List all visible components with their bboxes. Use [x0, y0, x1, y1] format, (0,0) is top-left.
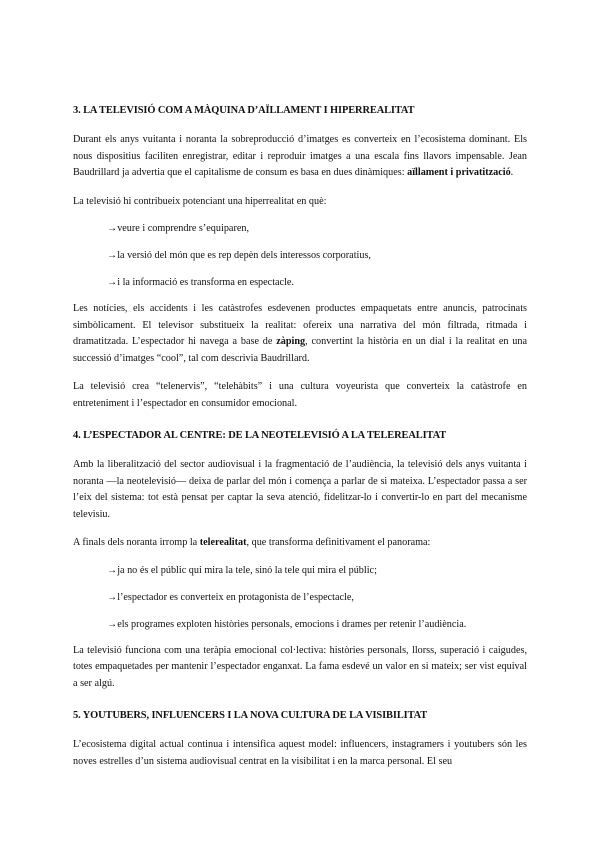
section-3-paragraph-4: La televisió crea “telenervis”, “telehàbits” i una cultura voyeurista que converteix la catàstrofe en entreteniment i l’espectador en consumidor emocional. — [73, 381, 527, 409]
list-item: →l’espectador es converteix en protagonista de l’espectacle, — [107, 591, 354, 603]
section-3-paragraph-2: La televisió hi contribueix potenciant una hiperrealitat en què: — [73, 195, 327, 207]
list-item: →la versió del món que es rep depèn dels interessos corporatius, — [107, 250, 371, 261]
list-item: →ja no és el públic qui mira la tele, sinó la tele qui mira el públic; — [107, 564, 377, 576]
section-4-p2-emphasis: telerealitat — [199, 537, 247, 548]
section-3-paragraph-1 — [73, 132, 527, 182]
section-4-paragraph-2: A finals dels noranta irromp la telerealitat, que transforma definitivament el panorama: — [73, 537, 431, 548]
list-item: →i la informació es transforma en espectacle. — [107, 277, 294, 288]
section-5-heading: 5. YOUTUBERS, INFLUENCERS I LA NOVA CULTURA DE LA VISIBILITAT — [73, 710, 428, 721]
section-3-p1-text: Durant els anys vuitanta i noranta la sobreproducció d’imatges es converteix en l’ecosistema dominant. Els nous dispositius faciliten enregistrar, editar i reproduir imatges a una escala fins llavors impensable. Jean Baudrillard ja advertia que el capitalisme de consum es basa en dues dinàmiques: — [73, 134, 527, 178]
arrow-icon: → — [107, 250, 118, 261]
list-item: →els programes exploten històries personals, emocions i drames per retenir l’audiència. — [107, 618, 467, 630]
section-4-paragraph-3: La televisió funciona com una teràpia emocional col·lectiva: històries personals, llorss, superació i caigudes, totes empaquetades per mantenir l’espectador enganxat. La fama esdevé un valor en si mateix; ser vist equival a ser algú. — [73, 644, 527, 689]
arrow-icon: → — [107, 618, 118, 630]
section-3-p3-emphasis: zàping — [276, 336, 306, 347]
section-4-paragraph-1: Amb la liberalització del sector audiovisual i la fragmentació de l’audiència, la televisió dels anys vuitanta i noranta —la neotelevisió— deixa de parlar del món i comença a parlar de si mateixa. L’espectador passa a ser l’eix del sistema: tot està pensat per captar la seva atenció, fidelitzar-lo i convertir-lo en part del mecanisme televisiu. — [73, 459, 527, 520]
list-item: →veure i comprendre s’equiparen, — [107, 223, 249, 234]
section-3-p1-end: . — [510, 167, 514, 178]
arrow-icon: → — [107, 277, 118, 288]
section-4-arrow-list — [73, 563, 527, 634]
arrow-icon: → — [107, 564, 118, 576]
section-3-paragraph-3: Les notícies, els accidents i les catàstrofes esdevenen productes empaquetats entre anuncis, patrocinats simbòlicament. El televisor substitueix la realitat: ofereix una narrativa del món filtrada, ritmada i dramatitzada. L’espectador hi navega a base de zàping, convertint la història en un dial i la realitat en una successió d’imatges “cool”, tal com descrivia Baudrillard. — [73, 303, 527, 364]
document-body — [73, 104, 527, 770]
section-5-paragraph-1: L’ecosistema digital actual continua i intensifica aquest model: influencers, instagramers i youtubers són les noves estrelles d’un sistema audiovisual centrat en la visibilitat i en la marca personal. El seu — [73, 739, 527, 767]
section-3-arrow-list — [73, 221, 527, 292]
section-3-p1-emphasis: aïllament i privatització — [407, 167, 511, 178]
arrow-icon: → — [107, 223, 118, 234]
section-4-heading: 4. L’ESPECTADOR AL CENTRE: DE LA NEOTELEVISIÓ A LA TELEREALITAT — [73, 430, 447, 441]
arrow-icon: → — [107, 591, 118, 603]
section-3-heading: 3. LA TELEVISIÓ COM A MÀQUINA D’AÏLLAMENT I HIPERREALITAT — [73, 105, 415, 116]
